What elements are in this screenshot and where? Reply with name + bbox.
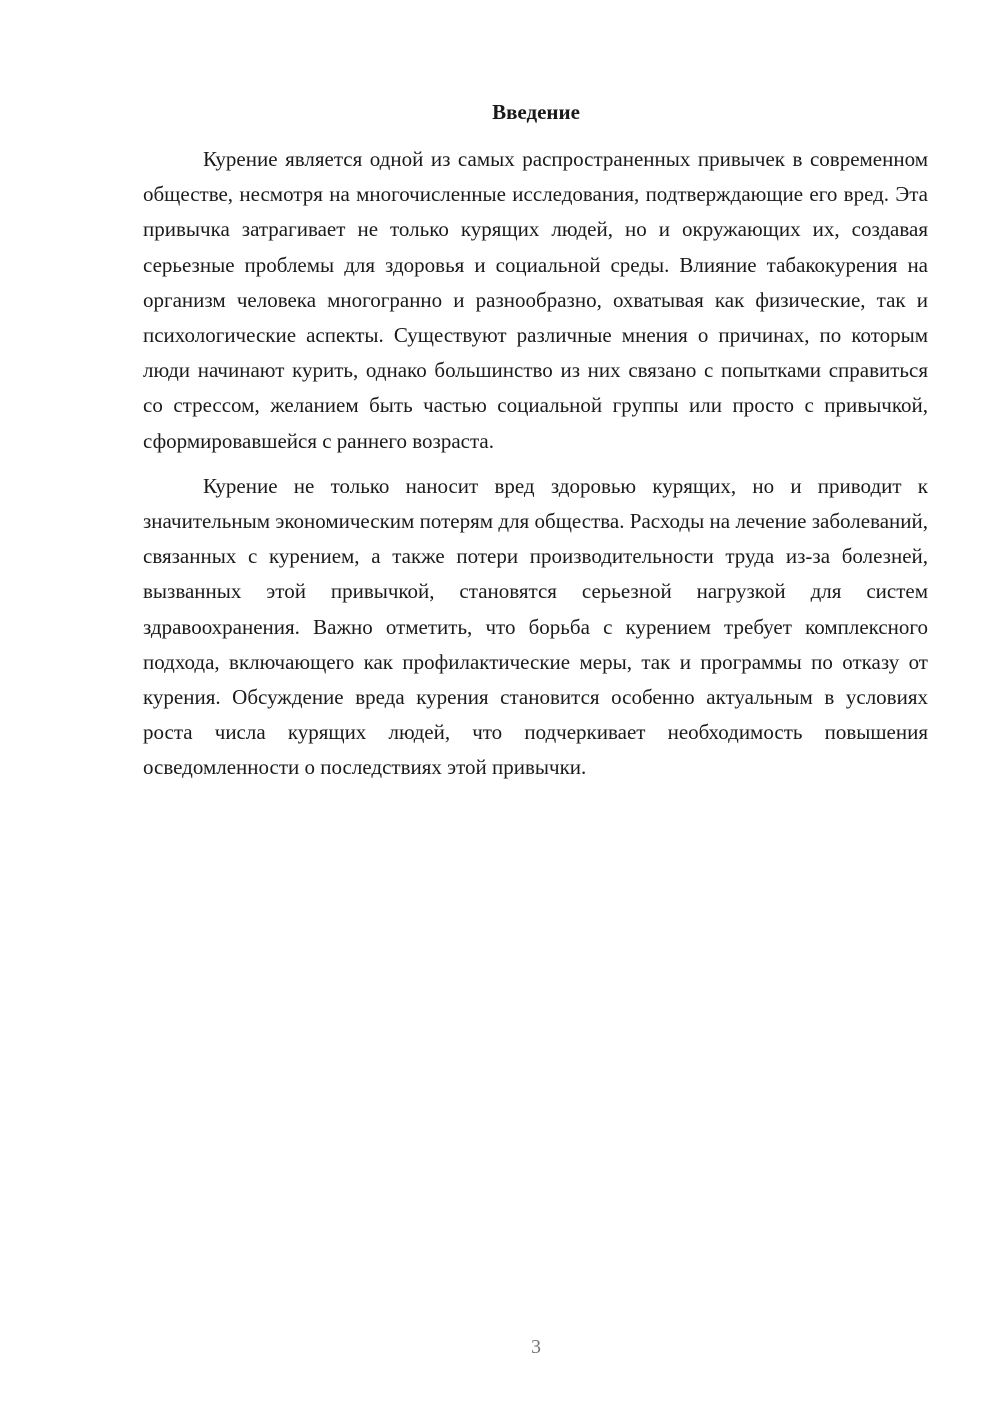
section-heading: Введение [492, 100, 580, 124]
body-text [143, 142, 928, 786]
paragraph-1: Курение является одной из самых распространенных привычек в современном обществе, несмотря на многочисленные исследования, подтверждающие его вред. Эта привычка затрагивает не только курящих людей, но и окружающих их, создавая серьезные проблемы для здоровья и социальной среды. Влияние табакокурения на организм человека многогранно и разнообразно, охватывая как физические, так и психологические аспекты. Существуют различные мнения о причинах, по которым люди начинают курить, однако большинство из них связано с попытками справиться со стрессом, желанием быть частью социальной группы или просто с привычкой, сформировавшейся с раннего возраста. [143, 147, 928, 453]
paragraph-2: Курение не только наносит вред здоровью курящих, но и приводит к значительным экономическим потерям для общества. Расходы на лечение заболеваний, связанных с курением, а также потери производительности труда из-за болезней, вызванных этой привычкой, становятся серьезной нагрузкой для систем здравоохранения. Важно отметить, что борьба с курением требует комплексного подхода, включающего как профилактические меры, так и программы по отказу от курения. Обсуждение вреда курения становится особенно актуальным в условиях роста числа курящих людей, что подчеркивает необходимость повышения осведомленности о последствиях этой привычки. [143, 473, 928, 780]
page-number: 3 [531, 1336, 541, 1358]
